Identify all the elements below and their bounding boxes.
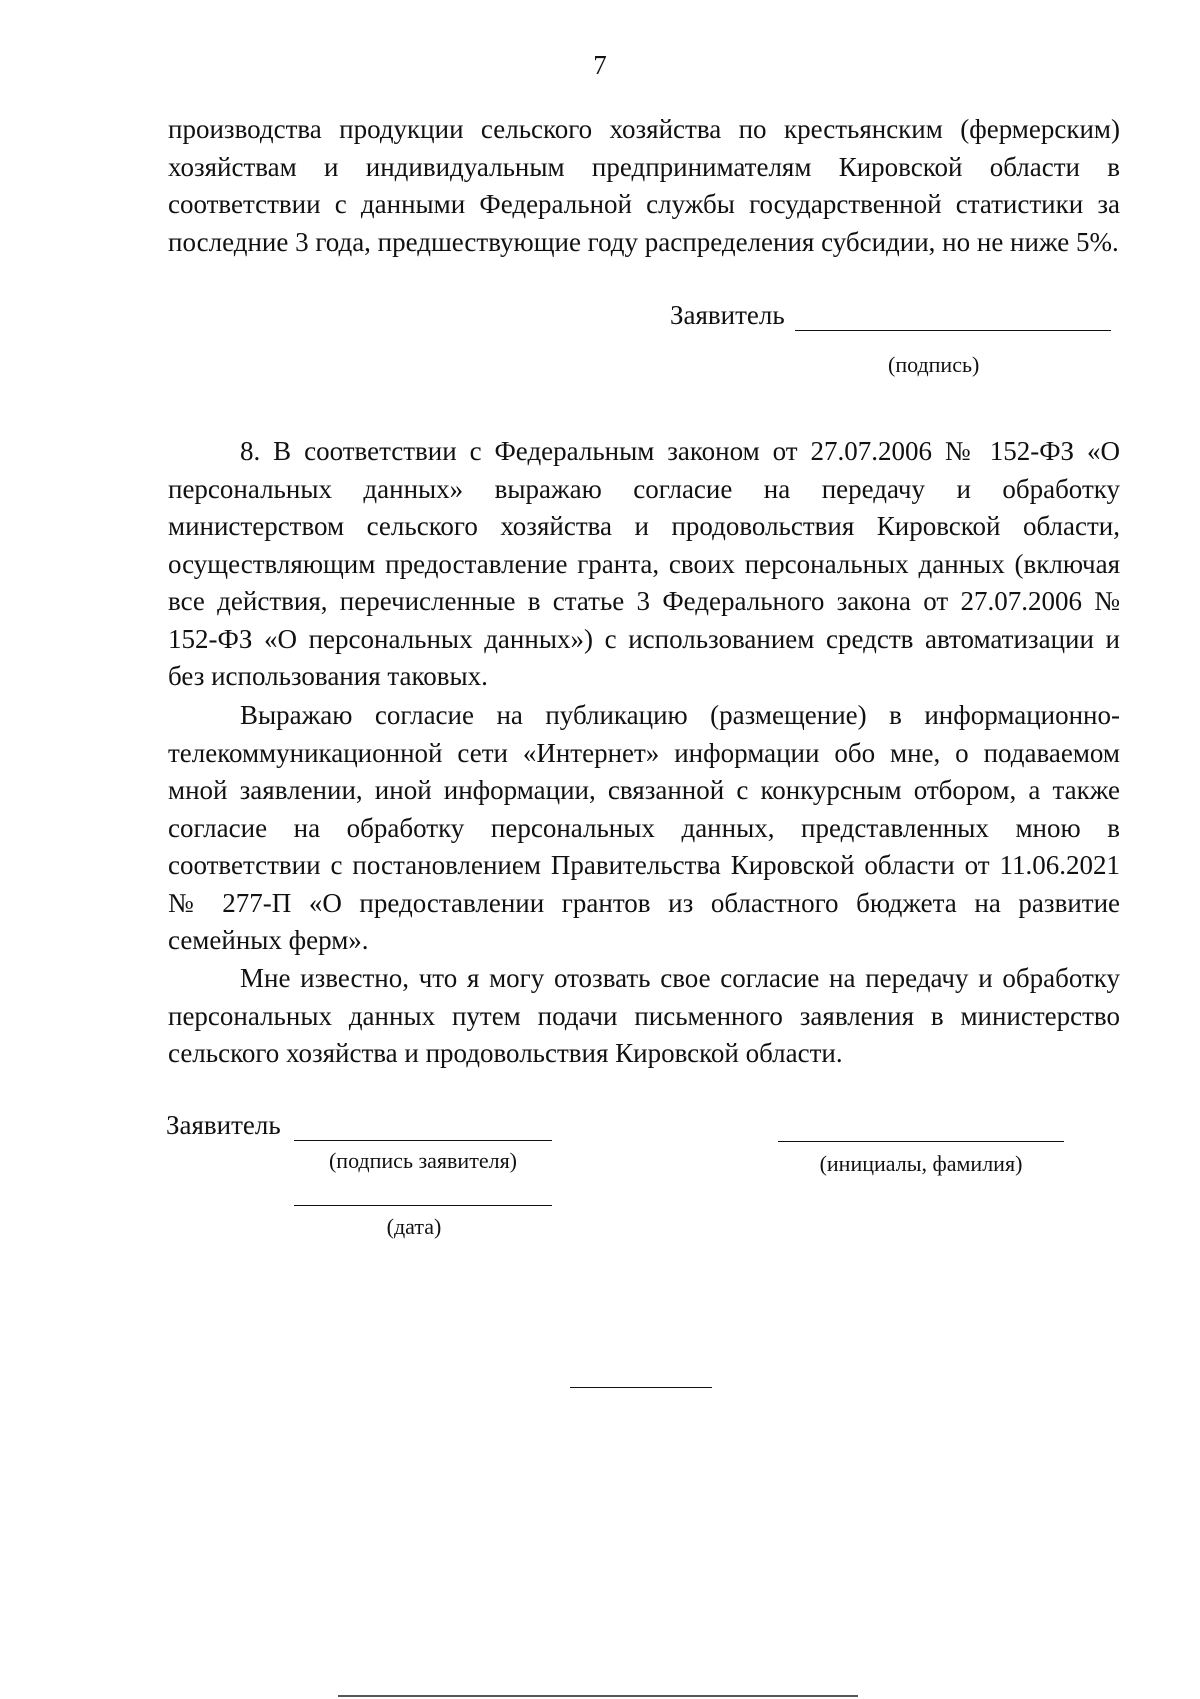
applicant-signature-line <box>294 1140 552 1141</box>
signature-label-bottom: Заявитель <box>166 1110 281 1140</box>
page-edge-mark <box>338 1695 858 1697</box>
paragraph-revocation-notice: Мне известно, что я могу отозвать свое согласие на передачу и обработку персональных данных путем подачи письменного заявления в министерство сельского хозяйства и продовольствия Кировской области. <box>168 963 1120 1068</box>
signature-caption-top: (подпись) <box>888 352 980 377</box>
paragraph-item-8: 8. В соответствии с Федеральным законом от 27.07.2006 № 152-ФЗ «О персональных данных» выражаю согласие на передачу и обработку министерством сельского хозяйства и продовольствия Кировской области, осуществляющим предоставление гранта, своих персональных данных (включая все действия, перечисленные в статье 3 Федерального закона от 27.07.2006 № 152-ФЗ «О персональных данных») с использованием средств автоматизации и без использования таковых. <box>168 436 1120 691</box>
signature-line-top <box>795 303 1111 331</box>
page-number: 7 <box>593 50 607 80</box>
end-of-document-dash <box>570 1387 712 1388</box>
signature-label-top: Заявитель <box>670 300 785 330</box>
initials-surname-line <box>778 1141 1064 1142</box>
paragraph-continuation: производства продукции сельского хозяйства по крестьянским (фермерским) хозяйствам и индивидуальным предпринимателям Кировской области в соответствии с данными Федеральной службы государственной статистики за последние 3 года, предшествующие году распределения субсидии, но не ниже 5%. <box>168 114 1120 257</box>
initials-surname-caption: (инициалы, фамилия) <box>819 1151 1023 1176</box>
date-caption: (дата) <box>386 1214 442 1239</box>
date-line <box>294 1205 552 1206</box>
paragraph-publication-consent: Выражаю согласие на публикацию (размещение) в информационно-телекоммуникационной сети «Интернет» информации обо мне, о подаваемом мной заявлении, иной информации, связанной с конкурсным отбором, а также согласие на обработку персональных данных, представленных мною в соответствии с постановлением Правительства Кировской области от 11.06.2021 № 277-П «О предоставлении грантов из областного бюджета на развитие семейных ферм». <box>168 700 1120 955</box>
signature-block-top <box>670 300 1111 331</box>
applicant-signature-caption: (подпись заявителя) <box>328 1148 518 1173</box>
